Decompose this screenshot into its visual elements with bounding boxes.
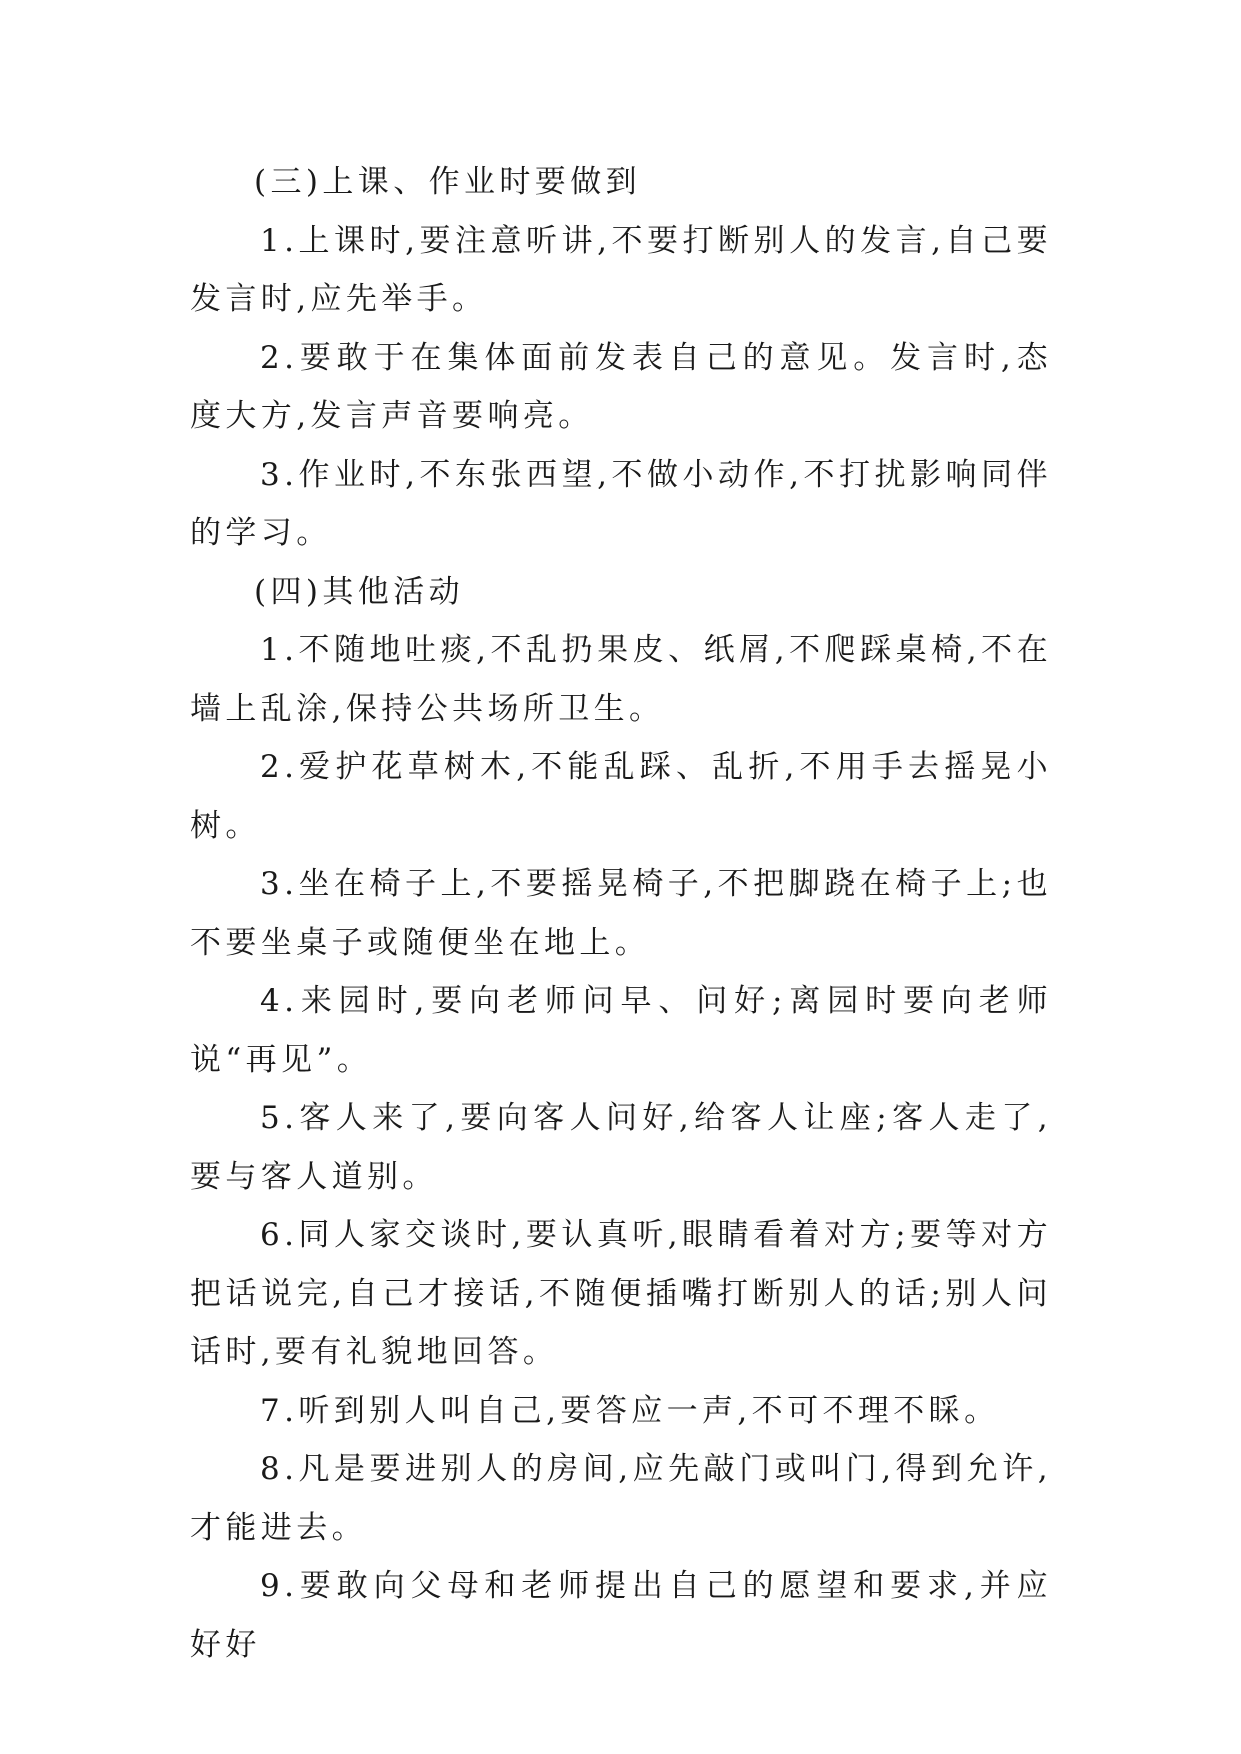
list-item: 4.来园时,要向老师问早、问好;离园时要向老师说“再见”。 bbox=[190, 983, 1052, 1078]
section-heading-4: (四)其他活动 bbox=[254, 573, 464, 610]
list-item: 1.不随地吐痰,不乱扔果皮、纸屑,不爬踩桌椅,不在墙上乱涂,保持公共场所卫生。 bbox=[190, 632, 1052, 727]
list-item: 8.凡是要进别人的房间,应先敲门或叫门,得到允许,才能进去。 bbox=[190, 1451, 1052, 1546]
document-body bbox=[190, 153, 1052, 1674]
list-item: 3.坐在椅子上,不要摇晃椅子,不把脚跷在椅子上;也不要坐桌子或随便坐在地上。 bbox=[190, 866, 1052, 961]
list-item: 1.上课时,要注意听讲,不要打断别人的发言,自己要发言时,应先举手。 bbox=[190, 222, 1052, 317]
section-heading-3: (三)上课、作业时要做到 bbox=[254, 164, 641, 200]
list-item: 9.要敢向父母和老师提出自己的愿望和要求,并应好好 bbox=[190, 1568, 1052, 1663]
list-item: 5.客人来了,要向客人问好,给客人让座;客人走了,要与客人道别。 bbox=[190, 1100, 1052, 1195]
list-item: 2.要敢于在集体面前发表自己的意见。发言时,态度大方,发言声音要响亮。 bbox=[190, 339, 1052, 434]
list-item: 7.听到别人叫自己,要答应一声,不可不理不睬。 bbox=[260, 1392, 1000, 1429]
list-item: 3.作业时,不东张西望,不做小动作,不打扰影响同伴的学习。 bbox=[190, 456, 1052, 551]
list-item: 6.同人家交谈时,要认真听,眼睛看着对方;要等对方把话说完,自己才接话,不随便插嘴打断别人的话;别人问话时,要有礼貌地回答。 bbox=[190, 1217, 1052, 1370]
list-item: 2.爱护花草树木,不能乱踩、乱折,不用手去摇晃小树。 bbox=[190, 749, 1052, 844]
